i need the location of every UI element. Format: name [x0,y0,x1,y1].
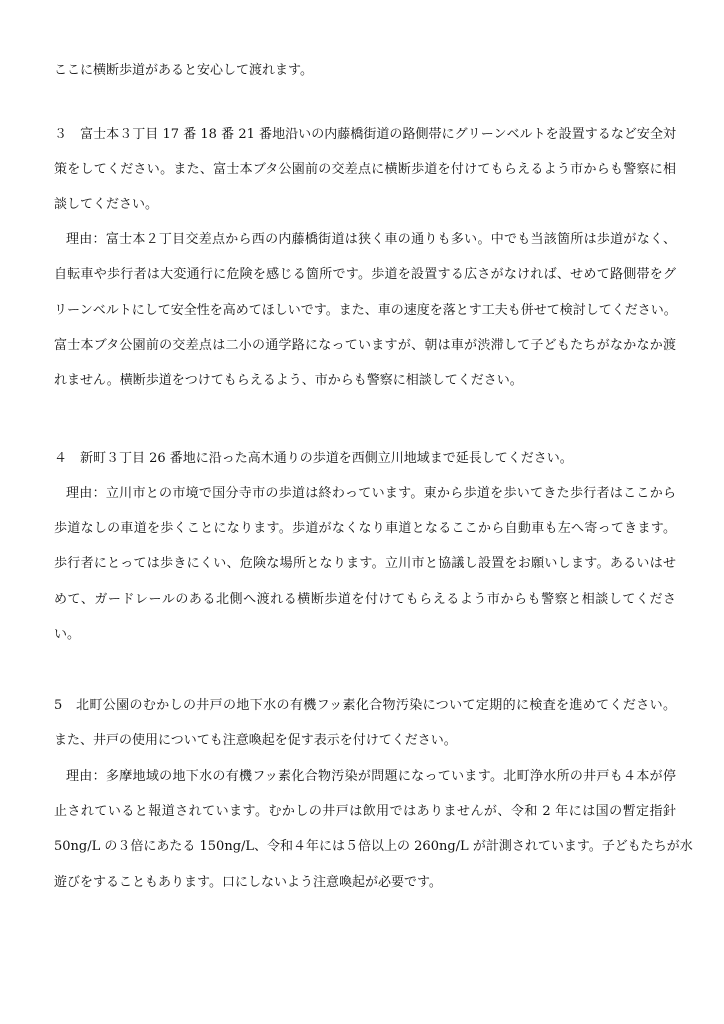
item4-reason-line-3: 歩行者にとっては歩きにくい、危険な場所となります。立川市と協議し設置をお願いします。あるいはせ [54,556,676,571]
item3-reason-line-2: 自転車や歩行者は大変通行に危険を感じる箇所です。歩道を設置する広さがなければ、せめて路側帯をグ [54,267,676,282]
item4-reason-line-1: 理由：立川市との市境で国分寺市の歩道は終わっています。東から歩道を歩いてきた歩行者はここから [66,486,676,501]
item4-reason-line-5: い。 [54,627,81,642]
item4-reason-line-2: 歩道なしの車道を歩くことになります。歩道がなくなり車道となるここから自動車も左へ寄ってきます。 [54,521,676,536]
item3-reason-line-3: リーンベルトにして安全性を高めてほしいです。また、車の速度を落とす工夫も併せて検討してください。 [54,303,677,318]
item5-request-line-2: また、井戸の使用についても注意喚起を促す表示を付けてください。 [54,733,457,748]
item3-request-line-3: 談してください。 [54,197,159,212]
item5-request-line-1: 5 北町公園のむかしの井戸の地下水の有機フッ素化合物汚染について定期的に検査を進めてください。 [54,698,676,713]
item3-reason-line-1: 理由：富士本２丁目交差点から西の内藤橋街道は狭く車の通りも多い。中でも当該箇所は歩道がなく、 [66,232,676,247]
item3-request-line-1: ３ 富士本３丁目 17 番 18 番 21 番地沿いの内藤橋街道の路側帯にグリーンベルトを設置するなど安全対 [54,127,676,142]
item3-reason-line-5: れません。横断歩道をつけてもらえるよう、市からも警察に相談してください。 [54,373,523,388]
item3-reason-line-4: 富士本ブタ公園前の交差点は二小の通学路になっていますが、朝は車が渋滞して子どもたちがなかなか渡 [54,338,676,353]
item5-reason-line-2: 止されていると報道されています。むかしの井戸は飲用ではありませんが、令和 2 年には国の暫定指針 [54,804,676,819]
item5-reason-line-1: 理由：多摩地域の地下水の有機フッ素化合物汚染が問題になっています。北町浄水所の井戸も４本が停 [66,769,676,784]
item5-reason-line-4: 遊びをすることもあります。口にしないよう注意喚起が必要です。 [54,875,442,890]
item3-request-line-2: 策をしてください。また、富士本ブタ公園前の交差点に横断歩道を付けてもらえるよう市からも警察に相 [54,162,676,177]
item4-reason-line-4: めて、ガードレールのある北側へ渡れる横断歩道を付けてもらえるよう市からも警察と相談してくださ [54,592,676,607]
item4-request-line-1: ４ 新町３丁目 26 番地に沿った高木通りの歩道を西側立川地域まで延長してください。 [54,451,573,466]
intro-tail-line: ここに横断歩道があると安心して渡れます。 [54,63,313,78]
item5-reason-line-3: 50ng/L の３倍にあたる 150ng/L、令和４年には５倍以上の 260ng/L が計測されています。子どもたちが水 [54,839,693,854]
